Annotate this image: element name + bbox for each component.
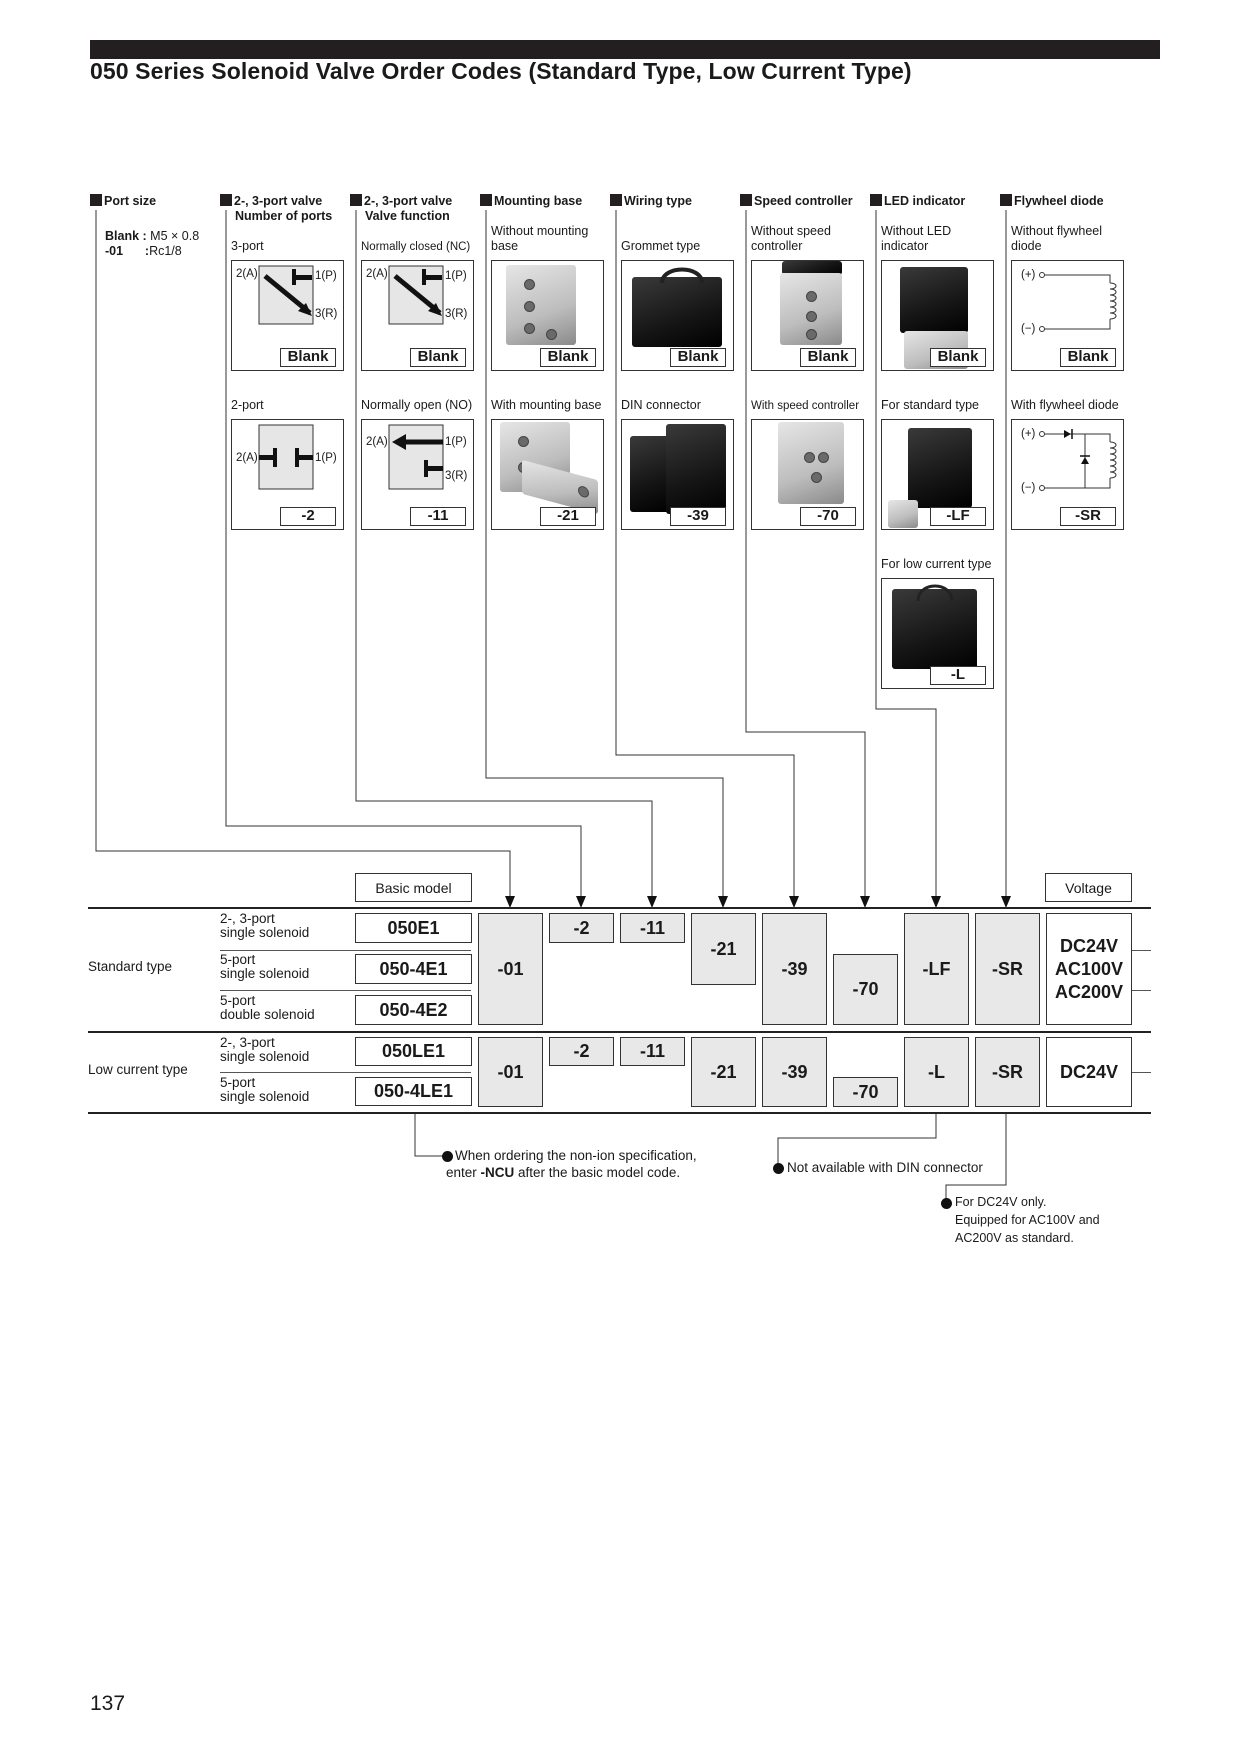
led-code-cell: -L: [904, 1037, 969, 1107]
wiring-code-blank: Blank: [670, 348, 726, 367]
speed-code-70: -70: [800, 507, 856, 526]
led-heading: LED indicator: [870, 194, 965, 209]
mounting-code-blank: Blank: [540, 348, 596, 367]
led-opt2-label: For standard type: [881, 398, 979, 412]
function-heading: 2-, 3-port valve Valve function: [350, 194, 452, 224]
ports-opt2-label: 2-port: [231, 398, 264, 412]
port-2a-label: 2(A): [366, 268, 388, 280]
function-code-cell: -11: [620, 913, 685, 943]
ports-code-2: -2: [280, 507, 336, 526]
diode-code-cell: -SR: [975, 913, 1040, 1025]
model-sublabel: 2-, 3-port single solenoid: [220, 911, 310, 940]
function-code-11: -11: [410, 507, 466, 526]
voltage-code-cell: [1046, 913, 1132, 1025]
led-opt1-label: Without LED indicator: [881, 224, 952, 253]
ports-code-cell: -2: [549, 913, 614, 943]
port-size-value: M5 × 0.8: [150, 229, 200, 243]
wiring-opt1-label: Grommet type: [621, 239, 701, 253]
mounting-code-21: -21: [540, 507, 596, 526]
ncu-note: When ordering the non-ion specification, enter -NCU after the basic model code.: [446, 1148, 697, 1180]
voltage-code-cell: [1046, 1037, 1132, 1107]
function-opt2-label: Normally open (NO): [361, 398, 473, 412]
table-top-rule: [88, 907, 1151, 909]
port-1p-label: 1(P): [315, 270, 337, 282]
port-3r-label: 3(R): [315, 308, 338, 320]
speed-code-blank: Blank: [800, 348, 856, 367]
speed-opt1-label: Without speed controller: [751, 224, 831, 253]
mounting-opt1-label: Without mounting base: [491, 224, 589, 253]
wiring-heading: Wiring type: [610, 194, 692, 209]
wiring-code-cell: -39: [762, 913, 827, 1025]
model-code-cell: 050E1: [355, 913, 472, 943]
basic-model-header: Basic model: [355, 873, 472, 902]
voltage-header: Voltage: [1045, 873, 1132, 902]
port-2a-label: 2(A): [236, 268, 258, 280]
table-mid-rule: [88, 1031, 1151, 1033]
port-code-cell: -01: [478, 913, 543, 1025]
port-1p-label: 1(P): [315, 452, 337, 464]
voltage-option: AC200V: [1054, 981, 1124, 1002]
ports-code-blank: Blank: [280, 348, 336, 367]
model-code-cell: 050-4LE1: [355, 1077, 472, 1106]
speed-code-cell: -70: [833, 954, 898, 1025]
ports-heading: 2-, 3-port valve Number of ports: [220, 194, 332, 224]
port-2a-label: 2(A): [366, 436, 388, 448]
port-size-heading: Port size: [90, 194, 156, 209]
led-code-lf: -LF: [930, 507, 986, 526]
model-sublabel: 5-port single solenoid: [220, 952, 310, 981]
port-size-options: Blank : M5 × 0.8 -01:Rc1/8: [105, 229, 200, 258]
diode-opt2-label: With flywheel diode: [1011, 398, 1119, 412]
mounting-code-cell: -21: [691, 913, 756, 985]
minus-terminal-label: (−): [1021, 482, 1036, 494]
port-3r-label: 3(R): [445, 470, 468, 482]
port-size-code: Blank: [105, 229, 140, 243]
diode-heading: Flywheel diode: [1000, 194, 1104, 209]
model-sublabel: 2-, 3-port single solenoid: [220, 1035, 310, 1064]
diode-code-cell: -SR: [975, 1037, 1040, 1107]
low-current-type-label: Low current type: [88, 1062, 188, 1077]
ports-opt1-label: 3-port: [231, 239, 264, 253]
table-bottom-rule: [88, 1112, 1151, 1114]
row-divider: [220, 950, 471, 951]
row-divider: [220, 1072, 471, 1073]
diode-opt1-label: Without flywheel diode: [1011, 224, 1103, 253]
led-opt3-label: For low current type: [881, 557, 992, 571]
function-opt1-label: Normally closed (NC): [361, 241, 471, 253]
model-code-cell: 050LE1: [355, 1037, 472, 1066]
speed-opt2-label: With speed controller: [751, 400, 860, 412]
plus-terminal-label: (+): [1021, 269, 1036, 281]
port-size-value: Rc1/8: [149, 244, 182, 258]
wiring-opt2-label: DIN connector: [621, 398, 701, 412]
speed-code-cell: -70: [833, 1077, 898, 1107]
model-sublabel: 5-port double solenoid: [220, 993, 315, 1022]
model-code-cell: 050-4E1: [355, 954, 472, 984]
mounting-code-cell: -21: [691, 1037, 756, 1107]
voltage-option: DC24V: [1059, 935, 1119, 956]
wiring-code-cell: -39: [762, 1037, 827, 1107]
din-note: Not available with DIN connector: [787, 1160, 983, 1175]
row-divider: [220, 990, 471, 991]
function-code-cell: -11: [620, 1037, 685, 1066]
dc24v-note: For DC24V only. Equipped for AC100V and AC200V as standard.: [955, 1195, 1100, 1245]
note-bullet-icon: [941, 1198, 952, 1209]
port-3r-label: 3(R): [445, 308, 468, 320]
led-code-blank: Blank: [930, 348, 986, 367]
model-code-cell: 050-4E2: [355, 995, 472, 1025]
model-sublabel: 5-port single solenoid: [220, 1075, 310, 1104]
diode-code-sr: -SR: [1060, 507, 1116, 526]
led-code-l: -L: [930, 666, 986, 685]
mounting-heading: Mounting base: [480, 194, 582, 209]
port-size-code: -01: [105, 244, 124, 258]
page-number: 137: [90, 1692, 126, 1715]
ports-code-cell: -2: [549, 1037, 614, 1066]
page-title: 050 Series Solenoid Valve Order Codes (Standard Type, Low Current Type): [90, 58, 912, 84]
speed-heading: Speed controller: [740, 194, 853, 209]
port-1p-label: 1(P): [445, 270, 467, 282]
note-bullet-icon: [773, 1163, 784, 1174]
plus-terminal-label: (+): [1021, 428, 1036, 440]
port-2a-label: 2(A): [236, 452, 258, 464]
mounting-opt2-label: With mounting base: [491, 398, 602, 412]
minus-terminal-label: (−): [1021, 323, 1036, 335]
voltage-option: AC100V: [1054, 958, 1124, 979]
function-code-blank: Blank: [410, 348, 466, 367]
voltage-option: DC24V: [1059, 1061, 1119, 1082]
wiring-code-39: -39: [670, 507, 726, 526]
led-code-cell: -LF: [904, 913, 969, 1025]
port-code-cell: -01: [478, 1037, 543, 1107]
diode-code-blank: Blank: [1060, 348, 1116, 367]
port-1p-label: 1(P): [445, 436, 467, 448]
standard-type-label: Standard type: [88, 959, 173, 974]
